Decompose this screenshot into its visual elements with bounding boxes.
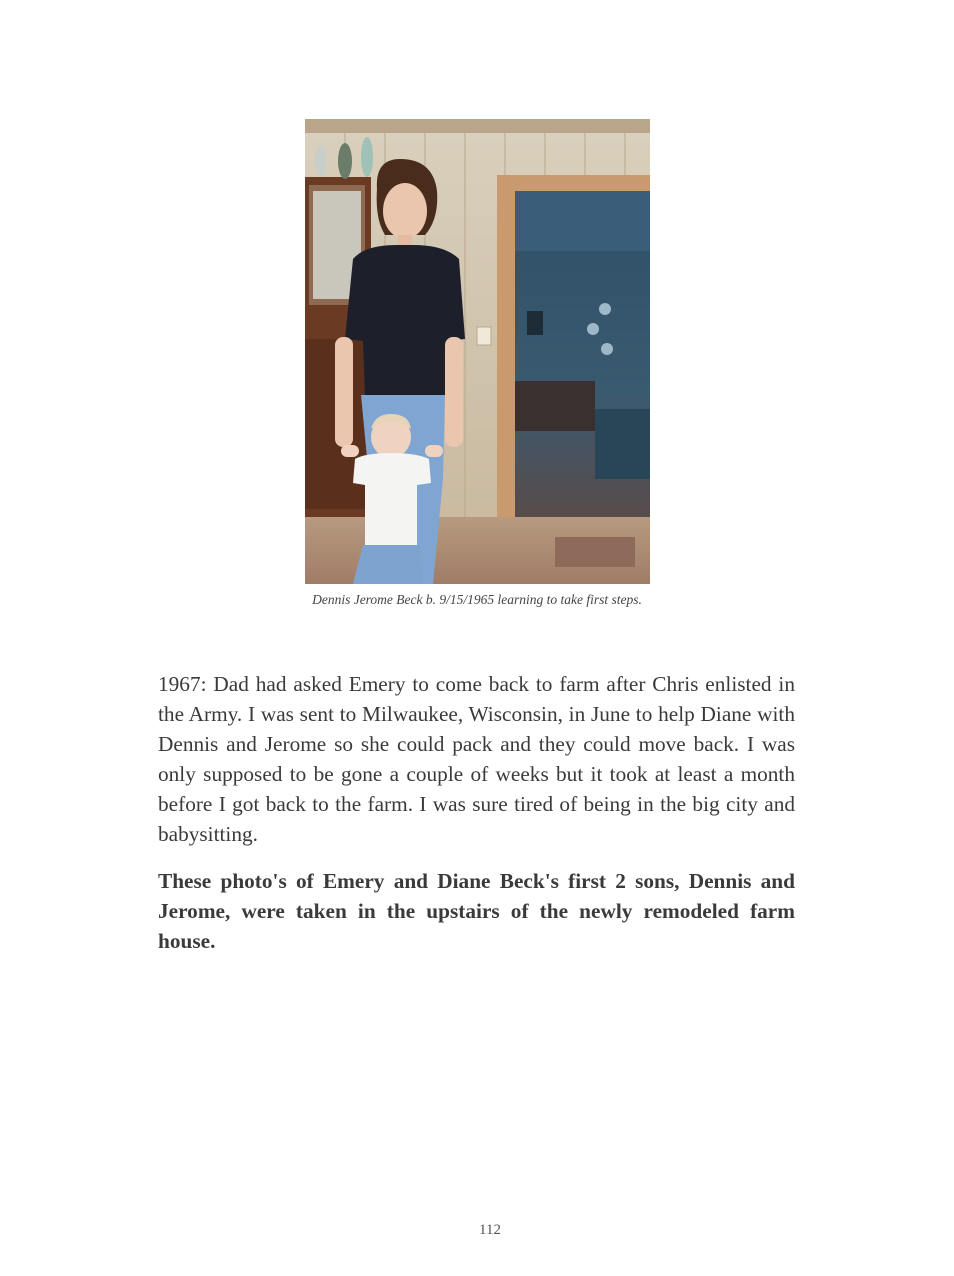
body-paragraph: 1967: Dad had asked Emery to come back to farm after Chris enlisted in the Army. I was sent to Milwaukee, Wisconsin, in June to help Diane with Dennis and Jerome so she could pack and they could move back. I was only supposed to be gone a couple of weeks but it took at least a month before I got back to the farm. I was sure tired of being in the big city and babysitting. xyxy=(158,672,795,846)
photo-illustration xyxy=(305,119,650,584)
photo-caption: Dennis Jerome Beck b. 9/15/1965 learning to take first steps. xyxy=(312,592,642,607)
bold-paragraph: These photo's of Emery and Diane Beck's first 2 sons, Dennis and Jerome, were taken in the upstairs of the newly remodeled farm house. xyxy=(158,869,795,953)
family-photo xyxy=(305,119,650,584)
page-number: 112 xyxy=(479,1222,501,1238)
